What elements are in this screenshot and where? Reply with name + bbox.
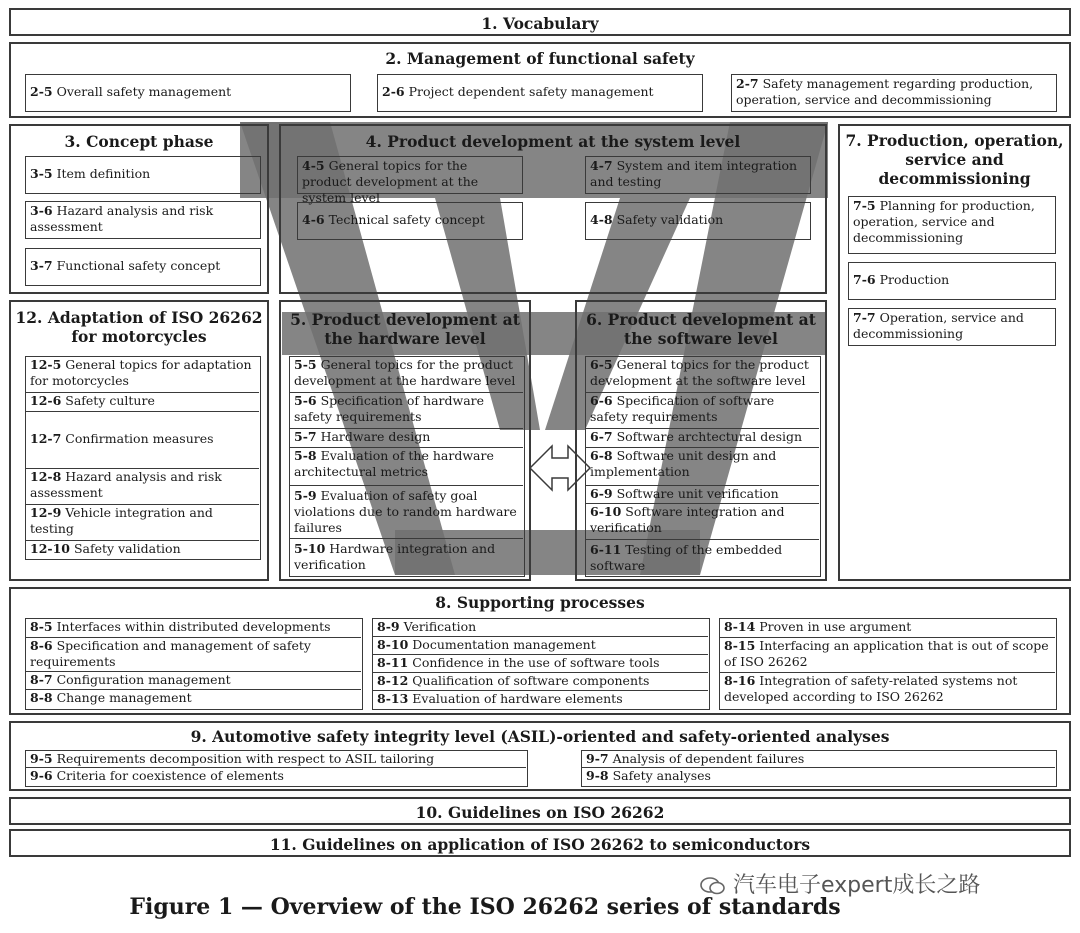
supporting-processes-title: 8. Supporting processes bbox=[435, 593, 645, 612]
item-code: 4-8 bbox=[590, 212, 613, 227]
hardware-list bbox=[289, 356, 525, 577]
item-text: Confirmation measures bbox=[65, 431, 214, 446]
item-code: 9-5 bbox=[30, 751, 53, 766]
software-list bbox=[585, 356, 821, 577]
production-box bbox=[838, 124, 1071, 581]
item-text: Software unit verification bbox=[616, 486, 779, 501]
supporting-item-8-12 bbox=[373, 673, 708, 691]
item-code: 12-10 bbox=[30, 541, 70, 556]
item-text: Safety culture bbox=[65, 393, 155, 408]
wechat-icon bbox=[700, 876, 726, 896]
item-code: 8-14 bbox=[724, 619, 756, 634]
item-code: 7-7 bbox=[853, 310, 876, 325]
item-text: Safety management regarding production, operation, service and decommissioning bbox=[736, 76, 1034, 107]
item-text: Project dependent safety management bbox=[408, 84, 654, 99]
supporting-item-8-14 bbox=[720, 619, 1055, 638]
guidelines-box bbox=[9, 797, 1071, 825]
supporting-item-8-8 bbox=[26, 690, 361, 708]
item-code: 8-12 bbox=[377, 673, 409, 688]
system-item-4-7 bbox=[585, 156, 811, 194]
item-code: 3-7 bbox=[30, 258, 53, 273]
system-item-4-8 bbox=[585, 202, 811, 240]
item-code: 7-5 bbox=[853, 198, 876, 213]
item-text: Production bbox=[879, 272, 950, 287]
item-code: 12-5 bbox=[30, 357, 62, 372]
item-code: 2-6 bbox=[382, 84, 405, 99]
motorcycles-item-12-9 bbox=[26, 505, 259, 541]
item-code: 8-10 bbox=[377, 637, 409, 652]
item-text: Testing of the embedded software bbox=[590, 542, 783, 573]
supporting-item-8-13 bbox=[373, 691, 708, 709]
production-item-7-6 bbox=[848, 262, 1056, 300]
item-text: Criteria for coexistence of elements bbox=[56, 768, 284, 783]
item-text: General topics for adaptation for motorcycles bbox=[30, 357, 252, 388]
motorcycles-box bbox=[9, 300, 269, 581]
system-level-box bbox=[279, 124, 827, 294]
asil-box bbox=[9, 721, 1071, 791]
item-code: 4-7 bbox=[590, 158, 613, 173]
supporting-item-8-15 bbox=[720, 638, 1055, 673]
item-code: 8-7 bbox=[30, 672, 53, 687]
item-text: Requirements decomposition with respect to ASIL tailoring bbox=[56, 751, 435, 766]
software-item-6-9 bbox=[586, 486, 819, 504]
item-text: Safety analyses bbox=[612, 768, 711, 783]
item-code: 2-5 bbox=[30, 84, 53, 99]
production-item-7-7 bbox=[848, 308, 1056, 346]
software-level-title: 6. Product development at the software level bbox=[586, 310, 816, 348]
item-code: 5-9 bbox=[294, 488, 317, 503]
item-code: 8-13 bbox=[377, 691, 409, 706]
item-code: 8-5 bbox=[30, 619, 53, 634]
item-code: 9-7 bbox=[586, 751, 609, 766]
item-text: General topics for the product development at the system level bbox=[302, 158, 479, 205]
semiconductors-box bbox=[9, 829, 1071, 857]
asil-item-9-5 bbox=[26, 751, 526, 768]
item-text: Specification and management of safety requirements bbox=[30, 638, 311, 669]
item-code: 6-5 bbox=[590, 357, 613, 372]
item-text: Hardware design bbox=[320, 429, 431, 444]
item-code: 12-8 bbox=[30, 469, 62, 484]
item-text: Software integration and verification bbox=[590, 504, 785, 535]
item-code: 6-7 bbox=[590, 429, 613, 444]
item-code: 8-6 bbox=[30, 638, 53, 653]
item-code: 7-6 bbox=[853, 272, 876, 287]
item-code: 8-16 bbox=[724, 673, 756, 688]
supporting-col-2 bbox=[372, 618, 710, 710]
supporting-item-8-9 bbox=[373, 619, 708, 637]
item-code: 8-15 bbox=[724, 638, 756, 653]
concept-item-3-7 bbox=[25, 248, 261, 286]
supporting-item-8-11 bbox=[373, 655, 708, 673]
item-code: 12-7 bbox=[30, 431, 62, 446]
supporting-item-8-5 bbox=[26, 619, 361, 638]
hardware-item-5-7 bbox=[290, 429, 523, 448]
hardware-item-5-10 bbox=[290, 539, 523, 575]
concept-phase-title: 3. Concept phase bbox=[64, 132, 214, 151]
hardware-item-5-5 bbox=[290, 357, 523, 393]
item-code: 4-6 bbox=[302, 212, 325, 227]
item-text: Configuration management bbox=[56, 672, 231, 687]
asil-right-list bbox=[581, 750, 1057, 787]
item-code: 5-8 bbox=[294, 448, 317, 463]
item-text: Vehicle integration and testing bbox=[30, 505, 213, 536]
concept-item-3-6 bbox=[25, 201, 261, 239]
item-text: Specification of software safety requirements bbox=[590, 393, 775, 424]
hardware-item-5-6 bbox=[290, 393, 523, 429]
item-code: 12-6 bbox=[30, 393, 62, 408]
item-code: 3-6 bbox=[30, 203, 53, 218]
item-code: 8-11 bbox=[377, 655, 409, 670]
hardware-item-5-8 bbox=[290, 448, 523, 486]
asil-title: 9. Automotive safety integrity level (ASIL)-oriented and safety-oriented analyses bbox=[190, 727, 890, 746]
item-text: Confidence in the use of software tools bbox=[412, 655, 660, 670]
item-code: 9-6 bbox=[30, 768, 53, 783]
item-text: System and item integration and testing bbox=[590, 158, 798, 189]
software-item-6-5 bbox=[586, 357, 819, 393]
supporting-item-8-16 bbox=[720, 673, 1055, 708]
supporting-item-8-10 bbox=[373, 637, 708, 655]
management-box bbox=[9, 42, 1071, 118]
item-text: Evaluation of the hardware architectural metrics bbox=[294, 448, 494, 479]
semiconductors-title: 11. Guidelines on application of ISO 26262 to semiconductors bbox=[269, 835, 811, 854]
motorcycles-list bbox=[25, 356, 261, 560]
vocabulary-box bbox=[9, 8, 1071, 36]
software-level-box bbox=[575, 300, 827, 581]
concept-phase-box bbox=[9, 124, 269, 294]
hardware-level-box bbox=[279, 300, 531, 581]
item-text: Software archtectural design bbox=[616, 429, 803, 444]
item-text: Documentation management bbox=[412, 637, 596, 652]
item-text: Functional safety concept bbox=[56, 258, 221, 273]
item-text: General topics for the product development at the software level bbox=[590, 357, 809, 388]
item-text: Integration of safety-related systems not developed according to ISO 26262 bbox=[724, 673, 1018, 704]
system-item-4-6 bbox=[297, 202, 523, 240]
item-code: 12-9 bbox=[30, 505, 62, 520]
mgmt-item-2-6 bbox=[377, 74, 703, 112]
item-text: Specification of hardware safety requirements bbox=[294, 393, 485, 424]
item-text: Overall safety management bbox=[56, 84, 232, 99]
system-item-4-5 bbox=[297, 156, 523, 205]
item-code: 2-7 bbox=[736, 76, 759, 91]
item-code: 6-9 bbox=[590, 486, 613, 501]
asil-item-9-8 bbox=[582, 768, 1055, 785]
item-text: Evaluation of safety goal violations due to random hardware failures bbox=[294, 488, 517, 535]
item-text: Interfacing an application that is out of scope of ISO 26262 bbox=[724, 638, 1049, 669]
item-text: Evaluation of hardware elements bbox=[412, 691, 623, 706]
supporting-col-1 bbox=[25, 618, 363, 710]
item-code: 3-5 bbox=[30, 166, 53, 181]
item-text: Hazard analysis and risk assessment bbox=[30, 469, 222, 500]
mgmt-item-2-7 bbox=[731, 74, 1057, 112]
item-code: 5-10 bbox=[294, 541, 326, 556]
software-item-6-6 bbox=[586, 393, 819, 429]
supporting-item-8-6 bbox=[26, 638, 361, 672]
item-code: 4-5 bbox=[302, 158, 325, 173]
supporting-processes-box bbox=[9, 587, 1071, 715]
software-item-6-7 bbox=[586, 429, 819, 448]
figure-caption: Figure 1 — Overview of the ISO 26262 series of standards bbox=[129, 894, 841, 920]
motorcycles-title: 12. Adaptation of ISO 26262 for motorcycles bbox=[15, 308, 263, 346]
item-text: Safety validation bbox=[73, 541, 181, 556]
item-text: Interfaces within distributed developments bbox=[56, 619, 331, 634]
watermark-text: 汽车电子expert成长之路 bbox=[733, 873, 981, 898]
item-text: Safety validation bbox=[616, 212, 724, 227]
item-code: 5-5 bbox=[294, 357, 317, 372]
item-text: Operation, service and decommissioning bbox=[853, 310, 1024, 341]
item-text: Hardware integration and verification bbox=[294, 541, 496, 572]
motorcycles-item-12-6 bbox=[26, 393, 259, 412]
item-text: Verification bbox=[403, 619, 477, 634]
software-item-6-11 bbox=[586, 540, 819, 576]
item-text: Item definition bbox=[56, 166, 151, 181]
item-text: Hazard analysis and risk assessment bbox=[30, 203, 214, 234]
item-code: 6-11 bbox=[590, 542, 622, 557]
item-code: 6-8 bbox=[590, 448, 613, 463]
hardware-level-title: 5. Product development at the hardware level bbox=[290, 310, 520, 348]
mgmt-item-2-5 bbox=[25, 74, 351, 112]
item-text: Change management bbox=[56, 690, 192, 705]
item-text: Software unit design and implementation bbox=[590, 448, 777, 479]
asil-left-list bbox=[25, 750, 528, 787]
item-code: 8-9 bbox=[377, 619, 400, 634]
motorcycles-item-12-8 bbox=[26, 469, 259, 505]
item-text: Analysis of dependent failures bbox=[612, 751, 805, 766]
hardware-item-5-9 bbox=[290, 486, 523, 539]
vocabulary-title: 1. Vocabulary bbox=[481, 14, 599, 33]
item-text: Planning for production, operation, service and decommissioning bbox=[853, 198, 1035, 245]
asil-item-9-7 bbox=[582, 751, 1055, 768]
item-text: Qualification of software components bbox=[412, 673, 650, 688]
item-text: Proven in use argument bbox=[759, 619, 912, 634]
guidelines-title: 10. Guidelines on ISO 26262 bbox=[415, 803, 665, 822]
item-text: Technical safety concept bbox=[328, 212, 485, 227]
asil-item-9-6 bbox=[26, 768, 526, 785]
production-title: 7. Production, operation, service and decommissioning bbox=[845, 131, 1064, 188]
item-code: 6-10 bbox=[590, 504, 622, 519]
supporting-col-3 bbox=[719, 618, 1057, 710]
item-code: 9-8 bbox=[586, 768, 609, 783]
motorcycles-item-12-10 bbox=[26, 541, 259, 559]
software-item-6-8 bbox=[586, 448, 819, 486]
item-code: 8-8 bbox=[30, 690, 53, 705]
item-text: General topics for the product development at the hardware level bbox=[294, 357, 516, 388]
system-level-title: 4. Product development at the system level bbox=[365, 132, 741, 151]
supporting-item-8-7 bbox=[26, 672, 361, 690]
software-item-6-10 bbox=[586, 504, 819, 540]
production-item-7-5 bbox=[848, 196, 1056, 254]
concept-item-3-5 bbox=[25, 156, 261, 194]
item-code: 5-6 bbox=[294, 393, 317, 408]
motorcycles-item-12-5 bbox=[26, 357, 259, 393]
management-title: 2. Management of functional safety bbox=[385, 49, 695, 68]
item-code: 5-7 bbox=[294, 429, 317, 444]
motorcycles-item-12-7 bbox=[26, 412, 259, 469]
item-code: 6-6 bbox=[590, 393, 613, 408]
